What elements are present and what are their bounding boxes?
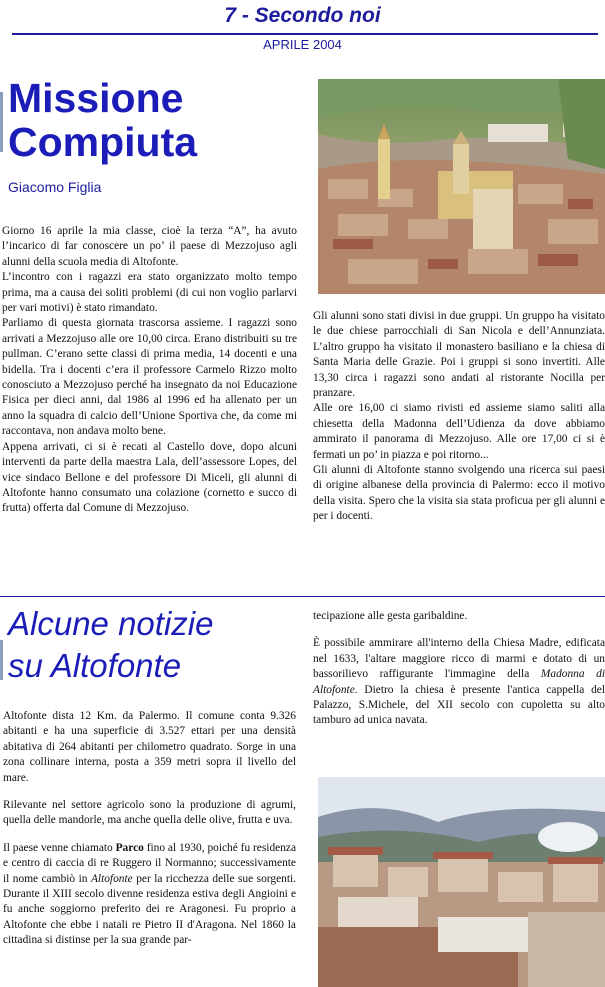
paragraph: Rilevante nel settore agricolo sono la produzione di agrumi, quella delle mandorle, ma anche quella delle olive, frutta e uva. xyxy=(3,799,296,827)
paragraph: L’incontro con i ragazzi era stato organizzato molto tempo prima, ma a causa dei soliti problemi (di cui non voglio parlarvi per vari motivi) è stato rimandato. xyxy=(2,271,297,315)
article-title xyxy=(8,603,308,687)
article-title-line: Missione xyxy=(8,75,184,121)
paragraph: Gli alunni sono stati divisi in due gruppi. Un gruppo ha visitato le due chiese parrocchiali di San Nicola e dell’Annunziata. L’altro gruppo ha visitato il monastero basiliano e la chiesa di Santa Maria delle Grazie. Poi i gruppi si sono invertiti. Alle 13,30 circa i ragazzi sono andati al ristorante Nocilla per pranzare. xyxy=(313,310,605,400)
paragraph xyxy=(313,636,605,728)
photo-town-aerial xyxy=(318,79,605,294)
text-run: È possibile ammirare all'interno della Chiesa Madre, edificata nel 1633, l'altare maggiore ricco di marmi e dotato di un bassorilievo raffigurante l'immagine della xyxy=(313,637,605,681)
article-title-line: Compiuta xyxy=(8,119,198,165)
text-run: . Dietro la chiesa è presente l'antica cappella del Palazzo, S.Michele, del XII secolo con cupoletta su alto tamburo ad unica navata. xyxy=(313,683,605,727)
issue-date: APRILE 2004 xyxy=(263,37,342,52)
article-column-left xyxy=(2,224,297,517)
italic-text: Madonna di Altofonte xyxy=(313,668,605,696)
article-author: Giacomo Figlia xyxy=(8,179,102,195)
left-margin-bar xyxy=(0,92,3,152)
header-divider xyxy=(12,33,598,35)
article-title xyxy=(8,76,308,164)
article-column-right xyxy=(313,609,605,741)
text-run: per la ricchezza delle sue sorgenti. Durante il XIII secolo divenne residenza estiva degli Angioini e fu anche soggiorno preferito dei re Aragonesi. Fu proprio a Altofonte che ebbe i natali re Pietro II d'Aragona. Nel 1860 la cittadina si distinse per la sua grande par- xyxy=(3,872,297,947)
paragraph: Altofonte dista 12 Km. da Palermo. Il comune conta 9.326 abitanti e ha una superficie di 3.527 ettari per una densità abitativa di 264 abitanti per chilometro quadrato. Sorge in una zona collinare interna, posta a 359 metri sopra il livello del mare. xyxy=(3,710,296,784)
paragraph: tecipazione alle gesta garibaldine. xyxy=(313,610,468,622)
paragraph: Giorno 16 aprile la mia classe, cioè la terza “A”, ha avuto l’incarico di far conoscere un po’ il paese di Mezzojuso agli alunni della scuola media di Altofonte. xyxy=(2,225,297,268)
article-column-left xyxy=(3,709,296,961)
paragraph: Alle ore 16,00 ci siamo rivisti ed assieme siamo saliti alla chiesetta della Madonna dell’Udienza da dove abbiamo ammirato il panorama di Mezzojuso. Alle ore 17,00 ci si è fermati un po’ in piazza e poi ritorno... xyxy=(313,402,605,461)
page-header-title: 7 - Secondo noi xyxy=(224,4,381,27)
italic-text: Altofonte xyxy=(90,872,133,885)
left-margin-bar xyxy=(0,640,3,680)
article-title-line: su Altofonte xyxy=(8,647,182,684)
paragraph xyxy=(3,841,296,949)
article-title-line: Alcune notizie xyxy=(8,605,214,642)
section-divider xyxy=(0,596,605,597)
text-run: fino al 1930, poiché fu residenza e centro di caccia di re Ruggero il Normanno; successivamente il nome cambiò in xyxy=(3,841,296,885)
text-run: Il paese venne chiamato xyxy=(3,841,116,854)
article-column-right xyxy=(313,309,605,525)
paragraph: Gli alunni di Altofonte stanno svolgendo una ricerca sui paesi di origine albanese della provincia di Palermo: ecco il motivo della visita. Spero che la visita sia stata proficua per gli alunni e per i docenti. xyxy=(313,464,605,523)
paragraph: Appena arrivati, ci si è recati al Castello dove, dopo alcuni interventi da parte della maestra Lala, dell’assessore Lopes, del vice sindaco Bellone e del professore Di Miceli, gli alunni di Altofonte hanno consumato una colazione (cornetto e succo di frutta) offerta dal Comune di Mezzojuso. xyxy=(2,440,297,515)
bold-text: Parco xyxy=(115,841,144,854)
paragraph: Parliamo di questa giornata trascorsa assieme. I ragazzi sono arrivati a Mezzojuso alle ore 10,00 circa. Erano distribuiti su tre pullman. C’erano sette classi di prima media, 14 docenti e una bidella. Tra i docenti c’era il professore Carmelo Rizzo molto conosciuto a Mezzojuso perché ha insegnato da noi Educazione Fisica per dieci anni, dal 1986 al 1996 ed ha allenato per un anno la squadra di calcio dell’Unione Sportiva che, da come mi raccontava, non andava molto bene. xyxy=(2,317,297,438)
photo-altofonte xyxy=(318,777,605,987)
